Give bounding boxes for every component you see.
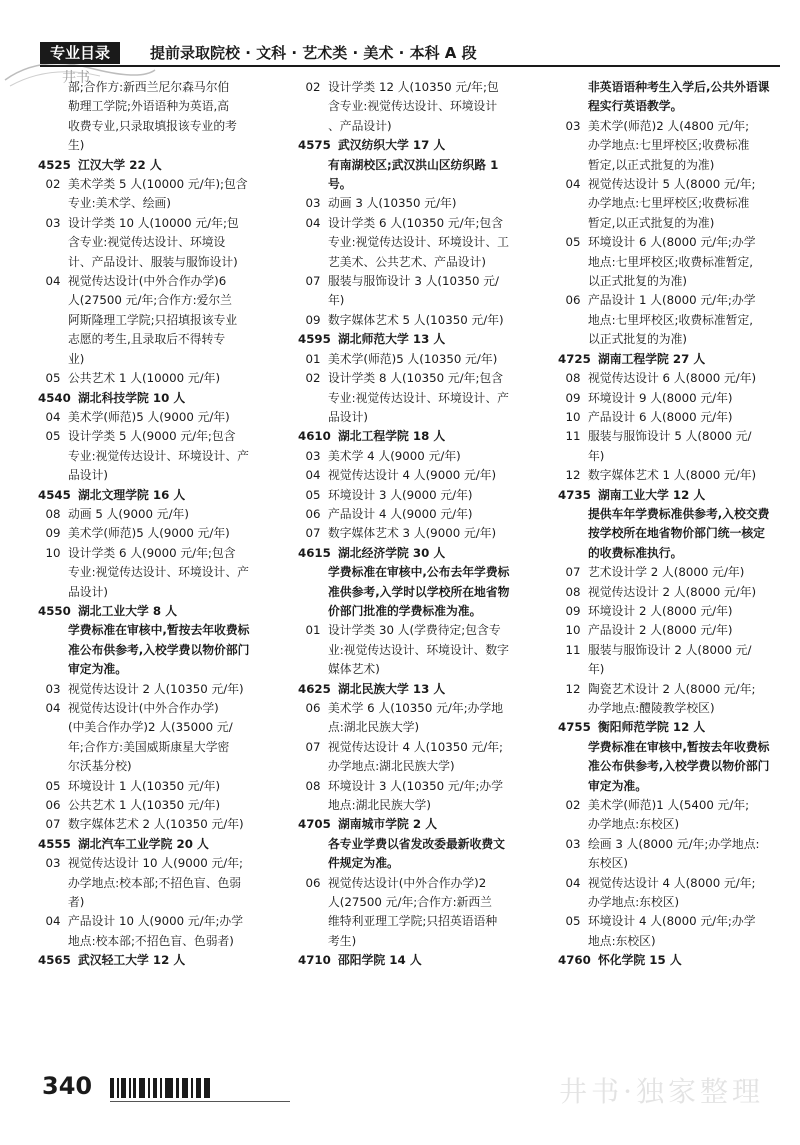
major-entry [38, 854, 268, 873]
major-entry [558, 389, 788, 408]
tuition-note: 学费标准在审核中,暂按去年收费标 [588, 739, 770, 754]
university-heading [298, 330, 528, 349]
university-code: 4540 [38, 390, 71, 405]
major-text: 环境设计 6 人(8000 元/年;办学 [588, 235, 756, 250]
continuation-line: 地点:校本部;不招色盲、色弱者) [68, 933, 234, 948]
major-entry [298, 524, 528, 543]
continuation-line: 志愿的考生,且录取后不得转专 [68, 332, 226, 347]
continuation-line: 专业:视觉传达设计、环境设计、产 [68, 448, 249, 463]
university-heading [38, 951, 268, 970]
major-text: 设计学类 5 人(9000 元/年;包含 [68, 429, 236, 444]
page-header [0, 0, 800, 86]
university-heading [298, 951, 528, 970]
continuation-line: 品设计) [328, 409, 368, 424]
continuation-line: 地点:湖北民族大学) [328, 798, 431, 813]
major-code: 01 [305, 351, 321, 366]
major-text: 艺术设计学 2 人(8000 元/年) [588, 565, 745, 580]
major-entry [38, 175, 268, 194]
column-2 [298, 78, 528, 971]
tuition-note: 准公布供参考,入校学费以物价部门 [68, 642, 250, 657]
column-1 [38, 78, 268, 971]
major-code: 10 [45, 545, 61, 560]
continuation-line: 业:视觉传达设计、环境设计、数字 [328, 642, 509, 657]
university-name: 湖北文理学院 16 人 [78, 487, 186, 502]
major-code: 04 [565, 177, 581, 192]
major-code: 06 [305, 701, 321, 715]
continuation-line: 品设计) [68, 468, 108, 483]
university-code: 4615 [298, 545, 331, 560]
major-text: 设计学类 30 人(学费待定;包含专 [328, 623, 501, 638]
major-entry [558, 466, 788, 485]
university-name: 湖北工程学院 18 人 [338, 429, 446, 444]
major-text: 陶瓷艺术设计 2 人(8000 元/年; [588, 681, 756, 696]
major-text: 美术学 6 人(10350 元/年;办学地 [328, 701, 504, 715]
university-heading [558, 718, 788, 737]
major-text: 美术学(师范)5 人(9000 元/年) [68, 409, 230, 424]
major-text: 环境设计 4 人(8000 元/年;办学 [588, 914, 756, 929]
major-entry [558, 796, 788, 815]
continuation-line: 含专业:视觉传达设计、环境设计 [328, 99, 498, 114]
major-entry [298, 447, 528, 466]
major-code: 03 [45, 215, 61, 230]
major-text: 服装与服饰设计 5 人(8000 元/ [588, 429, 752, 444]
major-entry [558, 602, 788, 621]
major-entry [558, 680, 788, 699]
university-heading [38, 486, 268, 505]
major-entry [38, 369, 268, 388]
university-heading [298, 544, 528, 563]
continuation-line: 办学地点:东校区) [588, 895, 680, 910]
major-code: 02 [305, 371, 321, 386]
continuation-line: 以正式批复的为准) [588, 274, 687, 289]
major-code: 08 [45, 506, 61, 521]
major-text: 美术学(师范)5 人(10350 元/年) [328, 351, 498, 366]
major-entry [298, 369, 528, 388]
major-text: 环境设计 3 人(9000 元/年) [328, 487, 473, 502]
major-entry [298, 194, 528, 213]
university-code: 4710 [298, 953, 331, 968]
continuation-line: 地点:七里坪校区;收费标准暂定, [588, 254, 754, 269]
major-text: 视觉传达设计 4 人(9000 元/年) [328, 468, 497, 483]
major-entry [558, 175, 788, 194]
tuition-note: 按学校所在地省物价部门统一核定 [588, 526, 765, 541]
major-entry [558, 835, 788, 854]
major-code: 11 [565, 429, 581, 444]
major-code: 05 [45, 371, 61, 386]
tuition-note: 的收费标准执行。 [588, 545, 683, 560]
major-code: 06 [305, 875, 321, 890]
major-code: 02 [45, 177, 61, 192]
university-name: 湖北汽车工业学院 20 人 [78, 836, 209, 851]
university-name: 湖北工业大学 8 人 [78, 603, 178, 618]
major-code: 12 [565, 681, 581, 696]
university-code: 4705 [298, 817, 331, 832]
major-text: 公共艺术 1 人(10000 元/年) [68, 371, 221, 386]
major-code: 08 [565, 371, 581, 386]
university-heading [298, 427, 528, 446]
university-heading [38, 156, 268, 175]
major-entry [558, 233, 788, 252]
university-name: 衡阳师范学院 12 人 [598, 720, 706, 735]
major-code: 10 [565, 409, 581, 424]
major-text: 视觉传达设计 4 人(8000 元/年; [588, 875, 756, 890]
major-entry [558, 874, 788, 893]
major-code: 03 [305, 448, 321, 463]
major-text: 数字媒体艺术 2 人(10350 元/年) [68, 817, 244, 832]
major-text: 视觉传达设计(中外合作办学) [68, 701, 219, 715]
university-name: 湖南城市学院 2 人 [338, 817, 438, 832]
major-text: 公共艺术 1 人(10350 元/年) [68, 798, 221, 813]
university-name: 湖北民族大学 13 人 [338, 681, 446, 696]
continuation-line: 、产品设计) [328, 118, 392, 133]
major-entry [298, 699, 528, 718]
major-code: 07 [45, 817, 61, 832]
major-entry [38, 505, 268, 524]
continuation-line: 年) [588, 662, 605, 677]
university-code: 4555 [38, 836, 71, 851]
major-entry [558, 369, 788, 388]
continuation-line: 考生) [328, 933, 357, 948]
major-code: 09 [305, 312, 321, 327]
major-text: 设计学类 10 人(10000 元/年;包 [68, 215, 239, 230]
tuition-note: 学费标准在审核中,公布去年学费标 [328, 565, 510, 580]
continuation-line: 勒理工学院;外语语种为英语,高 [68, 99, 230, 114]
major-code: 05 [45, 429, 61, 444]
major-code: 11 [565, 642, 581, 657]
continuation-line: 暂定,以正式批复的为准) [588, 215, 715, 230]
tuition-note: 审定为准。 [588, 778, 647, 793]
major-code: 03 [565, 118, 581, 133]
major-entry [298, 78, 528, 97]
major-code: 03 [565, 836, 581, 851]
major-entry [38, 815, 268, 834]
major-text: 视觉传达设计(中外合作办学)2 [328, 875, 487, 890]
continuation-line: 媒体艺术) [328, 662, 380, 677]
major-text: 服装与服饰设计 2 人(8000 元/ [588, 642, 752, 657]
major-code: 04 [565, 875, 581, 890]
continuation-line: (中美合作办学)2 人(35000 元/ [68, 720, 233, 735]
continuation-line: 专业:视觉传达设计、环境设计、产 [328, 390, 509, 405]
university-code: 4755 [558, 720, 591, 735]
major-entry [38, 524, 268, 543]
major-text: 数字媒体艺术 3 人(9000 元/年) [328, 526, 497, 541]
major-entry [38, 777, 268, 796]
university-heading [558, 350, 788, 369]
tuition-note: 准公布供参考,入校学费以物价部门 [588, 759, 770, 774]
continuation-line: 阿斯隆理工学院;只招填报该专业 [68, 312, 238, 327]
major-entry [558, 291, 788, 310]
tuition-note: 价部门批准的学费标准为准。 [328, 603, 482, 618]
page-number: 340 [42, 1072, 93, 1100]
major-entry [38, 427, 268, 446]
continuation-line: 东校区) [588, 856, 628, 871]
continuation-line: 年) [588, 448, 605, 463]
continuation-line: 暂定,以正式批复的为准) [588, 157, 715, 172]
continuation-line: 以正式批复的为准) [588, 332, 687, 347]
major-text: 服装与服饰设计 3 人(10350 元/ [328, 274, 500, 289]
major-code: 07 [305, 739, 321, 754]
tuition-note: 非英语语种考生入学后,公共外语课 [588, 80, 770, 94]
major-code: 08 [565, 584, 581, 599]
university-heading [38, 389, 268, 408]
major-code: 12 [565, 468, 581, 483]
major-entry [298, 466, 528, 485]
university-name: 武汉轻工大学 12 人 [78, 953, 186, 968]
major-entry [298, 272, 528, 291]
major-text: 数字媒体艺术 1 人(8000 元/年) [588, 468, 757, 483]
major-entry [558, 641, 788, 660]
continuation-line: 部;合作方:新西兰尼尔森马尔伯 [68, 80, 230, 94]
major-code: 09 [565, 603, 581, 618]
major-entry [558, 583, 788, 602]
major-text: 美术学(师范)2 人(4800 元/年; [588, 118, 750, 133]
major-code: 03 [305, 196, 321, 211]
major-text: 产品设计 4 人(9000 元/年) [328, 506, 473, 521]
major-text: 环境设计 9 人(8000 元/年) [588, 390, 733, 405]
university-heading [298, 136, 528, 155]
continuation-line: 办学地点:七里坪校区;收费标准 [588, 138, 750, 153]
major-code: 01 [305, 623, 321, 638]
continuation-line: 办学地点:校本部;不招色盲、色弱 [68, 875, 242, 890]
major-text: 美术学 4 人(9000 元/年) [328, 448, 461, 463]
major-entry [558, 563, 788, 582]
university-code: 4565 [38, 953, 71, 968]
continuation-line: 品设计) [68, 584, 108, 599]
footer-rule [110, 1101, 290, 1102]
major-code: 10 [565, 623, 581, 638]
major-text: 视觉传达设计(中外合作办学)6 [68, 274, 227, 289]
major-code: 02 [565, 798, 581, 813]
major-entry [558, 427, 788, 446]
university-code: 4550 [38, 603, 71, 618]
major-code: 05 [565, 914, 581, 929]
continuation-line: 办学地点:醴陵教学校区) [588, 701, 715, 715]
major-text: 产品设计 1 人(8000 元/年;办学 [588, 293, 756, 308]
tuition-note: 各专业学费以省发改委最新收费文 [328, 836, 505, 851]
continuation-line: 办学地点:七里坪校区;收费标准 [588, 196, 750, 211]
continuation-line: 生) [68, 138, 85, 153]
major-code: 06 [565, 293, 581, 308]
continuation-line: 尔沃基分校) [68, 759, 132, 774]
major-code: 06 [45, 798, 61, 813]
continuation-line: 地点:东校区) [588, 933, 656, 948]
university-code: 4735 [558, 487, 591, 502]
continuation-line: 艺美术、公共艺术、产品设计) [328, 254, 486, 269]
major-text: 绘画 3 人(8000 元/年;办学地点: [588, 836, 760, 851]
continuation-line: 办学地点:东校区) [588, 817, 680, 832]
continuation-line: 专业:视觉传达设计、环境设计、工 [328, 235, 509, 250]
major-code: 05 [45, 778, 61, 793]
university-code: 4525 [38, 157, 71, 172]
major-code: 07 [305, 526, 321, 541]
continuation-line: 年) [328, 293, 345, 308]
major-code: 04 [45, 274, 61, 289]
university-code: 4760 [558, 953, 591, 968]
major-text: 视觉传达设计 4 人(10350 元/年; [328, 739, 504, 754]
university-code: 4625 [298, 681, 331, 696]
header-rule [40, 65, 780, 67]
major-text: 动画 3 人(10350 元/年) [328, 196, 457, 211]
barcode-icon [110, 1078, 210, 1098]
major-code: 07 [305, 274, 321, 289]
university-heading [38, 602, 268, 621]
major-code: 04 [45, 914, 61, 929]
continuation-line: 人(27500 元/年;合作方:爱尔兰 [68, 293, 232, 308]
university-name: 湖北经济学院 30 人 [338, 545, 446, 560]
continuation-line: 点:湖北民族大学) [328, 720, 420, 735]
major-entry [38, 544, 268, 563]
major-code: 08 [305, 778, 321, 793]
tuition-note: 件规定为准。 [328, 856, 399, 871]
university-heading [298, 680, 528, 699]
continuation-line: 业) [68, 351, 85, 366]
tuition-note: 学费标准在审核中,暂按去年收费标 [68, 623, 250, 638]
major-text: 产品设计 10 人(9000 元/年;办学 [68, 914, 244, 929]
major-code: 09 [565, 390, 581, 405]
major-entry [298, 214, 528, 233]
major-text: 动画 5 人(9000 元/年) [68, 506, 189, 521]
continuation-line: 专业:视觉传达设计、环境设计、产 [68, 565, 249, 580]
major-code: 04 [305, 468, 321, 483]
university-heading [558, 951, 788, 970]
major-entry [298, 311, 528, 330]
university-name: 湖北师范大学 13 人 [338, 332, 446, 347]
continuation-line: 人(27500 元/年;合作方:新西兰 [328, 895, 492, 910]
major-text: 设计学类 12 人(10350 元/年;包 [328, 80, 499, 94]
university-name: 邵阳学院 14 人 [338, 953, 422, 968]
continuation-line: 维特利亚理工学院;只招英语语种 [328, 914, 498, 929]
major-text: 视觉传达设计 6 人(8000 元/年) [588, 371, 757, 386]
major-text: 环境设计 2 人(8000 元/年) [588, 603, 733, 618]
tuition-note: 程实行英语教学。 [588, 99, 683, 114]
continuation-line: 地点:七里坪校区;收费标准暂定, [588, 312, 754, 327]
major-entry [298, 505, 528, 524]
major-entry [38, 912, 268, 931]
major-text: 产品设计 6 人(8000 元/年) [588, 409, 733, 424]
university-name: 江汉大学 22 人 [78, 157, 162, 172]
major-entry [298, 621, 528, 640]
major-code: 05 [305, 487, 321, 502]
university-name: 武汉纺织大学 17 人 [338, 138, 446, 153]
major-code: 04 [45, 409, 61, 424]
continuation-line: 专业:美术学、绘画) [68, 196, 171, 211]
tuition-note: 审定为准。 [68, 662, 127, 677]
major-entry [38, 408, 268, 427]
page-footer [0, 1060, 800, 1145]
major-entry [558, 621, 788, 640]
university-code: 4575 [298, 138, 331, 153]
major-entry [38, 272, 268, 291]
major-text: 环境设计 3 人(10350 元/年;办学 [328, 778, 504, 793]
university-heading [38, 835, 268, 854]
university-name: 湖南工业大学 12 人 [598, 487, 706, 502]
tuition-note: 有南湖校区;武汉洪山区纺织路 1 [328, 157, 499, 172]
tuition-note: 提供车年学费标准供参考,入校交费 [588, 506, 770, 521]
major-entry [558, 117, 788, 136]
major-code: 04 [45, 701, 61, 715]
major-text: 美术学(师范)5 人(9000 元/年) [68, 526, 230, 541]
major-entry [38, 680, 268, 699]
major-entry [298, 350, 528, 369]
major-entry [38, 214, 268, 233]
tuition-note: 准供参考,入学时以学校所在地省物 [328, 584, 510, 599]
university-code: 4725 [558, 351, 591, 366]
column-3 [558, 78, 788, 971]
major-text: 设计学类 6 人(10350 元/年;包含 [328, 215, 504, 230]
major-text: 美术学(师范)1 人(5400 元/年; [588, 798, 750, 813]
major-text: 设计学类 8 人(10350 元/年;包含 [328, 371, 504, 386]
tuition-note: 号。 [328, 177, 352, 192]
major-code: 06 [305, 506, 321, 521]
major-text: 视觉传达设计 2 人(10350 元/年) [68, 681, 244, 696]
major-code: 04 [305, 215, 321, 230]
major-code: 03 [45, 681, 61, 696]
university-name: 湖北科技学院 10 人 [78, 390, 186, 405]
major-code: 07 [565, 565, 581, 580]
major-entry [558, 912, 788, 931]
major-entry [298, 486, 528, 505]
continuation-line: 办学地点:湖北民族大学) [328, 759, 455, 774]
university-heading [558, 486, 788, 505]
major-entry [558, 408, 788, 427]
major-text: 美术学类 5 人(10000 元/年);包含 [68, 177, 248, 192]
major-code: 09 [45, 526, 61, 541]
major-text: 产品设计 2 人(8000 元/年) [588, 623, 733, 638]
continuation-line: 计、产品设计、服装与服饰设计) [68, 254, 238, 269]
major-entry [38, 796, 268, 815]
watermark: 井书·独家整理 [559, 1075, 764, 1108]
major-code: 03 [45, 856, 61, 871]
major-code: 02 [305, 80, 321, 94]
university-code: 4545 [38, 487, 71, 502]
university-name: 怀化学院 15 人 [598, 953, 682, 968]
university-code: 4595 [298, 332, 331, 347]
major-entry [38, 699, 268, 718]
major-text: 视觉传达设计 5 人(8000 元/年; [588, 177, 756, 192]
major-entry [298, 874, 528, 893]
section-tag: 专业目录 [40, 42, 120, 64]
university-code: 4610 [298, 429, 331, 444]
major-text: 环境设计 1 人(10350 元/年) [68, 778, 221, 793]
logo-text: 井书 [62, 70, 90, 86]
major-entry [298, 777, 528, 796]
page-title: 提前录取院校 · 文科 · 艺术类 · 美术 · 本科 A 段 [150, 44, 477, 62]
major-text: 数字媒体艺术 5 人(10350 元/年) [328, 312, 504, 327]
university-name: 湖南工程学院 27 人 [598, 351, 706, 366]
major-entry [298, 738, 528, 757]
major-text: 视觉传达设计 2 人(8000 元/年) [588, 584, 757, 599]
university-heading [298, 815, 528, 834]
continuation-line: 年;合作方:美国威斯康星大学密 [68, 739, 230, 754]
continuation-line: 收费专业,只录取填报该专业的考 [68, 118, 237, 133]
continuation-line: 含专业:视觉传达设计、环境设 [68, 235, 226, 250]
continuation-line: 者) [68, 895, 85, 910]
major-text: 视觉传达设计 10 人(9000 元/年; [68, 856, 244, 871]
major-code: 05 [565, 235, 581, 250]
major-text: 设计学类 6 人(9000 元/年;包含 [68, 545, 236, 560]
